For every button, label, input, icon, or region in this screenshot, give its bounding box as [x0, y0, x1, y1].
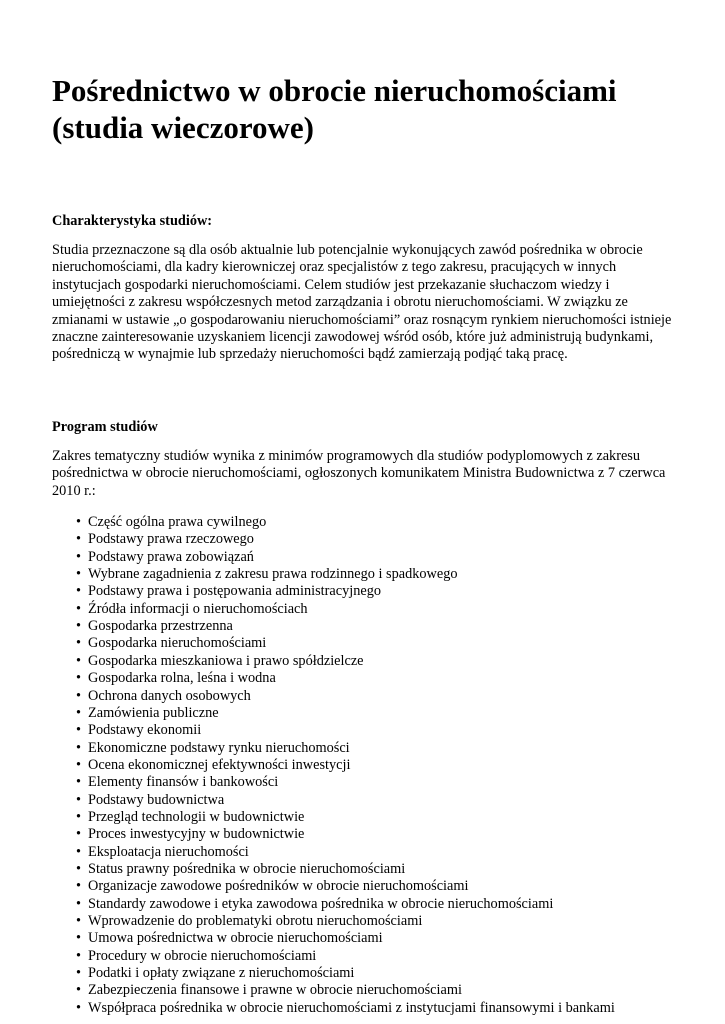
page-title: Pośrednictwo w obrocie nieruchomościami (studia wieczorowe) — [52, 73, 617, 145]
list-item — [76, 861, 672, 878]
list-item-text: Proces inwestycyjny w budownictwie — [88, 826, 305, 843]
list-item — [76, 913, 672, 930]
list-item-text: Podstawy prawa zobowiązań — [88, 548, 254, 565]
bullet-icon: • — [76, 722, 82, 739]
list-item-text: Gospodarka rolna, leśna i wodna — [88, 670, 276, 687]
list-item — [76, 982, 672, 999]
characteristics-paragraph: Studia przeznaczone są dla osób aktualnie lub potencjalnie wykonujących zawód pośrednika w obrocie nieruchomościami, dla kadry kierowniczej oraz specjalistów z tego zakresu, pracujących w innych instytucjach gospodarki nieruchomościami. Celem studiów jest przekazanie słuchaczom wiedzy i umiejętności z zakresu współczesnych metod zarządzania i obrotu nieruchomościami. W związku ze zmianami w ustawie „o gospodarowaniu nieruchomościami” oraz rosnącym rynkiem nieruchomości istnieje znaczne zainteresowanie uzyskaniem licencji zawodowej wśród osób, które już administrują budynkami, pośredniczą w wynajmie lub sprzedaży nieruchomości bądź zamierzają podjąć taką pracę. — [52, 242, 672, 363]
list-item-text: Podstawy prawa rzeczowego — [88, 531, 254, 548]
list-item — [76, 601, 672, 618]
list-item-text: Wybrane zagadnienia z zakresu prawa rodzinnego i spadkowego — [88, 566, 458, 583]
list-item — [76, 809, 672, 826]
list-item — [76, 618, 672, 635]
bullet-icon: • — [76, 756, 82, 773]
list-item-text: Status prawny pośrednika w obrocie nieruchomościami — [88, 860, 406, 877]
list-item — [76, 705, 672, 722]
document-page — [52, 72, 672, 1017]
list-item-text: Procedury w obrocie nieruchomościami — [88, 947, 317, 964]
list-item-text: Podatki i opłaty związane z nieruchomościami — [88, 965, 355, 981]
bullet-icon: • — [76, 566, 82, 583]
list-item — [76, 514, 672, 531]
bullet-icon: • — [76, 878, 82, 895]
list-item — [76, 670, 672, 687]
list-item-text: Współpraca pośrednika w obrocie nieruchomościami z instytucjami finansowymi i bankami — [88, 999, 615, 1016]
list-item — [76, 878, 672, 895]
list-item — [76, 583, 672, 600]
bullet-icon: • — [76, 635, 82, 652]
bullet-icon: • — [76, 860, 82, 877]
bullet-icon: • — [76, 826, 82, 843]
list-item-text: Ocena ekonomicznej efektywności inwestycji — [88, 756, 351, 773]
bullet-icon: • — [76, 739, 82, 756]
list-item — [76, 757, 672, 774]
bullet-icon: • — [76, 999, 82, 1016]
list-item — [76, 740, 672, 757]
list-item-text: Podstawy budownictwa — [88, 791, 225, 808]
bullet-icon: • — [76, 704, 82, 721]
list-item — [76, 774, 672, 791]
list-item — [76, 722, 672, 739]
list-item — [76, 792, 672, 809]
list-item — [76, 930, 672, 947]
list-item — [76, 635, 672, 652]
bullet-icon: • — [76, 912, 82, 929]
list-item-text: Ochrona danych osobowych — [88, 687, 251, 704]
bullet-icon: • — [76, 670, 82, 687]
list-item — [76, 844, 672, 861]
list-item-text: Elementy finansów i bankowości — [88, 774, 279, 791]
bullet-icon: • — [76, 843, 82, 860]
list-item-text: Podstawy ekonomii — [88, 722, 202, 739]
bullet-icon: • — [76, 600, 82, 617]
list-item — [76, 826, 672, 843]
bullet-icon: • — [76, 965, 82, 981]
bullet-icon: • — [76, 687, 82, 704]
list-item-text: Podstawy prawa i postępowania administracyjnego — [88, 583, 382, 600]
program-heading: Program studiów — [52, 418, 158, 435]
list-item-text: Umowa pośrednictwa w obrocie nieruchomościami — [88, 930, 383, 947]
bullet-icon: • — [76, 808, 82, 825]
list-item-text: Ekonomiczne podstawy rynku nieruchomości — [88, 739, 350, 756]
list-item — [76, 948, 672, 965]
bullet-icon: • — [76, 947, 82, 964]
list-item-text: Gospodarka przestrzenna — [88, 618, 233, 635]
bullet-icon: • — [76, 774, 82, 791]
characteristics-heading: Charakterystyka studiów: — [52, 213, 213, 229]
bullet-icon: • — [76, 548, 82, 565]
list-item — [76, 566, 672, 583]
list-item — [76, 1000, 672, 1017]
list-item-text: Część ogólna prawa cywilnego — [88, 514, 267, 531]
list-item-text: Przegląd technologii w budownictwie — [88, 808, 305, 825]
list-item-text: Gospodarka mieszkaniowa i prawo spółdzielcze — [88, 652, 364, 669]
program-intro-paragraph: Zakres tematyczny studiów wynika z minimów programowych dla studiów podyplomowych z zakresu pośrednictwa w obrocie nieruchomościami, ogłoszonych komunikatem Ministra Budownictwa z 7 czerwca 2010 r.: — [52, 447, 666, 499]
bullet-icon: • — [76, 791, 82, 808]
list-item-text: Wprowadzenie do problematyki obrotu nieruchomościami — [88, 912, 423, 929]
bullet-icon: • — [76, 982, 82, 999]
list-item-text: Eksploatacja nieruchomości — [88, 843, 249, 860]
list-item — [76, 531, 672, 548]
bullet-icon: • — [76, 652, 82, 669]
bullet-icon: • — [76, 583, 82, 600]
program-list — [52, 514, 672, 1017]
list-item — [76, 549, 672, 566]
list-item-text: Zamówienia publiczne — [88, 704, 219, 721]
bullet-icon: • — [76, 514, 82, 531]
list-item-text: Gospodarka nieruchomościami — [88, 635, 267, 652]
list-item — [76, 688, 672, 705]
bullet-icon: • — [76, 930, 82, 947]
bullet-icon: • — [76, 531, 82, 548]
list-item-text: Organizacje zawodowe pośredników w obrocie nieruchomościami — [88, 878, 469, 895]
list-item — [76, 653, 672, 670]
list-item — [76, 965, 672, 982]
list-item — [76, 896, 672, 913]
bullet-icon: • — [76, 895, 82, 912]
list-item-text: Zabezpieczenia finansowe i prawne w obrocie nieruchomościami — [88, 982, 462, 999]
bullet-icon: • — [76, 618, 82, 635]
list-item-text: Standardy zawodowe i etyka zawodowa pośrednika w obrocie nieruchomościami — [88, 895, 554, 912]
list-item-text: Źródła informacji o nieruchomościach — [88, 600, 308, 617]
